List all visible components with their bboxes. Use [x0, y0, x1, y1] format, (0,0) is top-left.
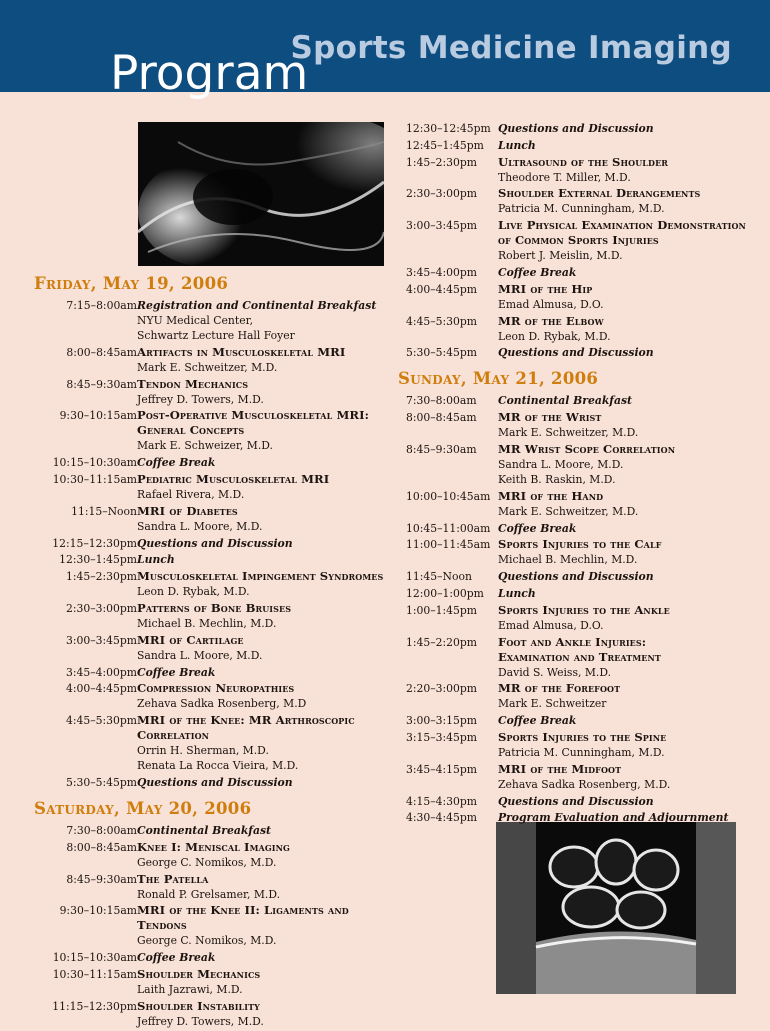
- event-speaker: Michael B. Mechlin, M.D.: [498, 553, 638, 567]
- event-title: MRI of the Hip: [498, 281, 593, 296]
- event-title: Ultrasound of the Shoulder: [498, 154, 669, 169]
- event-details: [137, 408, 394, 453]
- event-speaker: Emad Almusa, D.O.: [498, 297, 604, 311]
- event-details: [137, 713, 394, 773]
- event-time: 4:45–5:30pm: [406, 314, 478, 328]
- event-speaker: Zehava Sadka Rosenberg, M.D: [137, 697, 307, 711]
- event-title: Coffee Break: [498, 521, 577, 535]
- event-title: MR of the Wrist: [498, 410, 602, 425]
- event-speaker: Schwartz Lecture Hall Foyer: [137, 329, 295, 342]
- event-title: Artifacts in Musculoskeletal MRI: [137, 344, 346, 359]
- schedule-row: [34, 681, 394, 711]
- schedule-row: [394, 537, 754, 567]
- event-speaker: Rafael Rivera, M.D.: [137, 487, 245, 501]
- schedule-row: [394, 681, 754, 711]
- event-speaker: Theodore T. Miller, M.D.: [498, 170, 631, 184]
- event-speaker: George C. Nomikos, M.D.: [137, 855, 277, 869]
- event-time: 3:15–3:45pm: [406, 730, 478, 744]
- brand-title: Sports Medicine Imaging: [290, 30, 732, 66]
- event-speaker: NYU Medical Center,: [137, 314, 254, 327]
- schedule-row: [34, 552, 394, 567]
- event-title: MRI of the Knee II: Ligaments and Tendons: [137, 903, 349, 933]
- event-title: MRI of the Midfoot: [498, 761, 622, 776]
- event-speaker: Keith B. Raskin, M.D.: [498, 472, 616, 486]
- event-speaker: Mark E. Schweitzer, M.D.: [137, 360, 278, 374]
- schedule-row: [34, 665, 394, 680]
- event-time: 11:00–11:45am: [406, 538, 491, 552]
- event-title-continued: Correlation: [137, 728, 210, 743]
- event-details: [498, 345, 754, 360]
- event-details: [498, 586, 754, 601]
- event-time: 8:00–8:45am: [66, 840, 137, 854]
- schedule-row: [34, 713, 394, 773]
- schedule-row: [394, 121, 754, 136]
- event-details: [137, 569, 394, 599]
- event-time: 10:30–11:15am: [52, 472, 137, 486]
- event-time: 5:30–5:45pm: [406, 346, 478, 360]
- schedule-row: [34, 633, 394, 663]
- event-time: 3:00–3:45pm: [406, 219, 478, 233]
- event-title: MR of the Forefoot: [498, 681, 621, 696]
- event-speaker: David S. Weiss, M.D.: [498, 665, 612, 679]
- event-title: Patterns of Bone Bruises: [137, 600, 292, 615]
- event-title-continued: General Concepts: [137, 423, 245, 438]
- event-time: 12:45–1:45pm: [406, 138, 484, 152]
- schedule-row: [34, 504, 394, 534]
- event-title: Registration and Continental Breakfast: [137, 299, 377, 312]
- event-time: 1:45–2:30pm: [65, 570, 137, 584]
- event-time: 10:00–10:45am: [406, 489, 491, 503]
- schedule-row: [34, 872, 394, 902]
- event-details: [498, 314, 754, 344]
- schedule-row: [394, 345, 754, 360]
- event-time: 12:00–1:00pm: [406, 586, 484, 600]
- event-title-continued: Examination and Treatment: [498, 649, 661, 664]
- event-speaker: Sandra L. Moore, M.D.: [137, 519, 263, 533]
- event-time: 3:45–4:15pm: [406, 762, 478, 776]
- event-speaker: Patricia M. Cunningham, M.D.: [498, 745, 665, 759]
- event-time: 8:00–8:45am: [66, 345, 137, 359]
- event-title: Lunch: [498, 586, 536, 600]
- schedule-row: [34, 345, 394, 375]
- schedule-row: [34, 601, 394, 631]
- event-details: [137, 552, 394, 567]
- event-list: [394, 393, 754, 825]
- schedule-row: [394, 218, 754, 263]
- event-details: [137, 298, 394, 343]
- event-title: Shoulder External Derangements: [498, 186, 701, 201]
- event-details: [137, 967, 394, 997]
- event-title: Sports Injuries to the Calf: [498, 537, 662, 552]
- event-time: 12:30–1:45pm: [59, 553, 137, 567]
- schedule-row: [394, 155, 754, 185]
- schedule-row: [34, 377, 394, 407]
- schedule-right-column: [394, 121, 754, 827]
- event-details: [137, 633, 394, 663]
- event-details: [498, 713, 754, 728]
- event-title: Lunch: [498, 138, 536, 152]
- event-title: Tendon Mechanics: [137, 376, 249, 391]
- event-details: [137, 950, 394, 965]
- event-list: [34, 823, 394, 1029]
- event-speaker: George C. Nomikos, M.D.: [137, 934, 277, 948]
- event-title: Questions and Discussion: [498, 570, 654, 584]
- schedule-row: [34, 999, 394, 1029]
- event-details: [498, 681, 754, 711]
- schedule-row: [394, 410, 754, 440]
- event-speaker: Sandra L. Moore, M.D.: [498, 457, 624, 471]
- event-title: The Patella: [137, 871, 209, 886]
- schedule-row: [394, 635, 754, 680]
- event-details: [498, 282, 754, 312]
- event-details: [498, 635, 754, 680]
- event-speaker: Renata La Rocca Vieira, M.D.: [137, 759, 299, 773]
- event-title: Sports Injuries to the Spine: [498, 729, 667, 744]
- event-title: Knee I: Meniscal Imaging: [137, 839, 290, 854]
- event-speaker: Ronald P. Grelsamer, M.D.: [137, 887, 281, 901]
- event-time: 2:30–3:00pm: [65, 601, 137, 615]
- day-heading: Saturday, May 20, 2006: [34, 798, 252, 818]
- schedule-row: [394, 730, 754, 760]
- event-time: 11:15–Noon: [71, 504, 137, 518]
- event-speaker: Patricia M. Cunningham, M.D.: [498, 202, 665, 216]
- schedule-row: [34, 903, 394, 948]
- schedule-row: [34, 455, 394, 470]
- event-speaker: Zehava Sadka Rosenberg, M.D.: [498, 777, 671, 791]
- event-details: [498, 569, 754, 584]
- event-details: [498, 521, 754, 536]
- event-time: 4:30–4:45pm: [406, 811, 478, 825]
- event-details: [137, 455, 394, 470]
- event-details: [137, 840, 394, 870]
- event-time: 7:15–8:00am: [66, 299, 137, 312]
- event-title: MR of the Elbow: [498, 313, 604, 328]
- event-speaker: Mark E. Schweitzer: [498, 697, 607, 711]
- event-speaker: Mark E. Schweizer, M.D.: [137, 439, 273, 453]
- event-title: Sports Injuries to the Ankle: [498, 602, 670, 617]
- event-details: [498, 218, 754, 263]
- page-title: Program: [110, 46, 309, 101]
- event-details: [498, 121, 754, 136]
- event-title: Coffee Break: [498, 265, 577, 279]
- event-details: [498, 410, 754, 440]
- event-title: Shoulder Instability: [137, 998, 260, 1013]
- schedule-row: [394, 762, 754, 792]
- event-details: [137, 601, 394, 631]
- event-list: [34, 298, 394, 790]
- schedule-row: [34, 840, 394, 870]
- schedule-row: [34, 408, 394, 453]
- event-details: [137, 665, 394, 680]
- event-details: [498, 393, 754, 408]
- event-title: Questions and Discussion: [498, 346, 654, 360]
- schedule-row: [394, 314, 754, 344]
- schedule-row: [394, 586, 754, 601]
- schedule-row: [34, 536, 394, 551]
- event-title: Questions and Discussion: [137, 536, 293, 550]
- day-heading: Sunday, May 21, 2006: [398, 369, 599, 389]
- event-details: [498, 186, 754, 216]
- event-title: Pediatric Musculoskeletal MRI: [137, 471, 330, 486]
- event-time: 11:45–Noon: [406, 570, 472, 584]
- event-title: MRI of Cartilage: [137, 632, 244, 647]
- schedule-row: [34, 298, 394, 343]
- schedule-row: [394, 442, 754, 487]
- schedule-row: [394, 393, 754, 408]
- event-time: 9:30–10:15am: [59, 409, 137, 423]
- event-time: 12:15–12:30pm: [52, 536, 137, 550]
- schedule-row: [394, 603, 754, 633]
- event-time: 7:30–8:00am: [66, 823, 137, 837]
- event-title: Continental Breakfast: [137, 823, 272, 837]
- event-list: [394, 121, 754, 360]
- event-details: [498, 537, 754, 567]
- event-details: [137, 536, 394, 551]
- event-time: 1:45–2:30pm: [406, 155, 478, 169]
- event-speaker: Mark E. Schweitzer, M.D.: [498, 504, 639, 518]
- event-time: 4:00–4:45pm: [406, 282, 478, 296]
- event-speaker: Michael B. Mechlin, M.D.: [137, 616, 277, 630]
- schedule-row: [394, 489, 754, 519]
- event-title: MRI of the Hand: [498, 488, 604, 503]
- event-details: [498, 762, 754, 792]
- event-details: [498, 603, 754, 633]
- event-details: [498, 442, 754, 487]
- event-title: Coffee Break: [137, 951, 216, 965]
- event-title: Shoulder Mechanics: [137, 966, 261, 981]
- schedule-row: [394, 186, 754, 216]
- event-speaker: Orrin H. Sherman, M.D.: [137, 744, 269, 758]
- day-heading: Friday, May 19, 2006: [34, 274, 229, 293]
- event-time: 8:45–9:30am: [406, 442, 477, 456]
- event-time: 2:30–3:00pm: [406, 187, 478, 201]
- schedule-row: [34, 569, 394, 599]
- event-speaker: Leon D. Rybak, M.D.: [498, 329, 611, 343]
- schedule-row: [394, 521, 754, 536]
- schedule-row: [34, 823, 394, 838]
- event-details: [137, 775, 394, 790]
- event-time: 4:45–5:30pm: [65, 714, 137, 728]
- event-speaker: Jeffrey D. Towers, M.D.: [137, 1014, 264, 1028]
- event-speaker: Mark E. Schweitzer, M.D.: [498, 426, 639, 440]
- event-time: 8:45–9:30am: [66, 872, 137, 886]
- schedule-left-column: [34, 274, 394, 1031]
- schedule-row: [34, 950, 394, 965]
- event-time: 3:45–4:00pm: [406, 265, 478, 279]
- event-details: [498, 489, 754, 519]
- event-time: 2:20–3:00pm: [406, 682, 478, 696]
- event-title: MRI of the Knee: MR Arthroscopic: [137, 713, 355, 728]
- event-title: Coffee Break: [498, 714, 577, 728]
- event-details: [498, 730, 754, 760]
- event-time: 3:00–3:45pm: [65, 633, 137, 647]
- event-speaker: Sandra L. Moore, M.D.: [137, 648, 263, 662]
- schedule-row: [394, 794, 754, 809]
- event-title: Questions and Discussion: [498, 794, 654, 808]
- event-details: [137, 823, 394, 838]
- event-speaker: Laith Jazrawi, M.D.: [137, 982, 243, 996]
- event-title: Live Physical Examination Demonstration: [498, 218, 746, 233]
- event-time: 8:00–8:45am: [406, 411, 477, 425]
- event-details: [137, 345, 394, 375]
- event-details: [498, 265, 754, 280]
- schedule-row: [34, 967, 394, 997]
- event-title: Coffee Break: [137, 665, 216, 679]
- event-details: [498, 138, 754, 153]
- event-title: Lunch: [137, 553, 175, 567]
- event-details: [137, 377, 394, 407]
- event-time: 1:45–2:20pm: [406, 635, 478, 649]
- event-time: 4:00–4:45pm: [65, 682, 137, 696]
- schedule-row: [34, 775, 394, 790]
- event-time: 4:15–4:30pm: [406, 794, 478, 808]
- mri-knee-image: [138, 122, 384, 266]
- event-time: 11:15–12:30pm: [52, 999, 137, 1013]
- event-time: 3:00–3:15pm: [406, 714, 478, 728]
- event-details: [137, 472, 394, 502]
- event-title: MR Wrist Scope Correlation: [498, 441, 676, 456]
- event-title: Questions and Discussion: [498, 122, 654, 135]
- event-time: 10:45–11:00am: [406, 521, 491, 535]
- event-time: 1:00–1:45pm: [406, 603, 478, 617]
- event-details: [137, 681, 394, 711]
- schedule-row: [394, 569, 754, 584]
- event-speaker: Leon D. Rybak, M.D.: [137, 585, 250, 599]
- event-details: [498, 810, 754, 825]
- schedule-row: [394, 713, 754, 728]
- event-title: Post-Operative Musculoskeletal MRI:: [137, 408, 370, 423]
- event-time: 9:30–10:15am: [59, 904, 137, 918]
- mri-wrist-image: [496, 822, 736, 994]
- event-title-continued: of Common Sports Injuries: [498, 233, 659, 248]
- schedule-row: [34, 472, 394, 502]
- event-time: 12:30–12:45pm: [406, 122, 491, 135]
- event-title: Questions and Discussion: [137, 775, 293, 789]
- schedule-row: [394, 282, 754, 312]
- event-details: [137, 903, 394, 948]
- event-speaker: Robert J. Meislin, M.D.: [498, 249, 623, 263]
- event-details: [498, 155, 754, 185]
- event-time: 5:30–5:45pm: [65, 775, 137, 789]
- event-time: 10:30–11:15am: [52, 967, 137, 981]
- schedule-row: [394, 138, 754, 153]
- event-title: Program Evaluation and Adjournment: [498, 811, 729, 825]
- event-time: 10:15–10:30am: [52, 951, 137, 965]
- event-time: 10:15–10:30am: [52, 456, 137, 470]
- event-details: [498, 794, 754, 809]
- event-details: [137, 504, 394, 534]
- event-title: Foot and Ankle Injuries:: [498, 634, 647, 649]
- schedule-row: [394, 810, 754, 825]
- event-time: 8:45–9:30am: [66, 377, 137, 391]
- event-speaker: Jeffrey D. Towers, M.D.: [137, 392, 264, 406]
- event-title: Musculoskeletal Impingement Syndromes: [137, 569, 384, 584]
- event-title: Continental Breakfast: [498, 394, 633, 408]
- event-title: Coffee Break: [137, 456, 216, 470]
- event-title: MRI of Diabetes: [137, 503, 238, 518]
- event-details: [137, 999, 394, 1029]
- event-details: [137, 872, 394, 902]
- schedule-row: [394, 265, 754, 280]
- event-time: 3:45–4:00pm: [65, 665, 137, 679]
- event-speaker: Emad Almusa, D.O.: [498, 618, 604, 632]
- event-time: 7:30–8:00am: [406, 394, 477, 408]
- event-title: Compression Neuropathies: [137, 681, 295, 696]
